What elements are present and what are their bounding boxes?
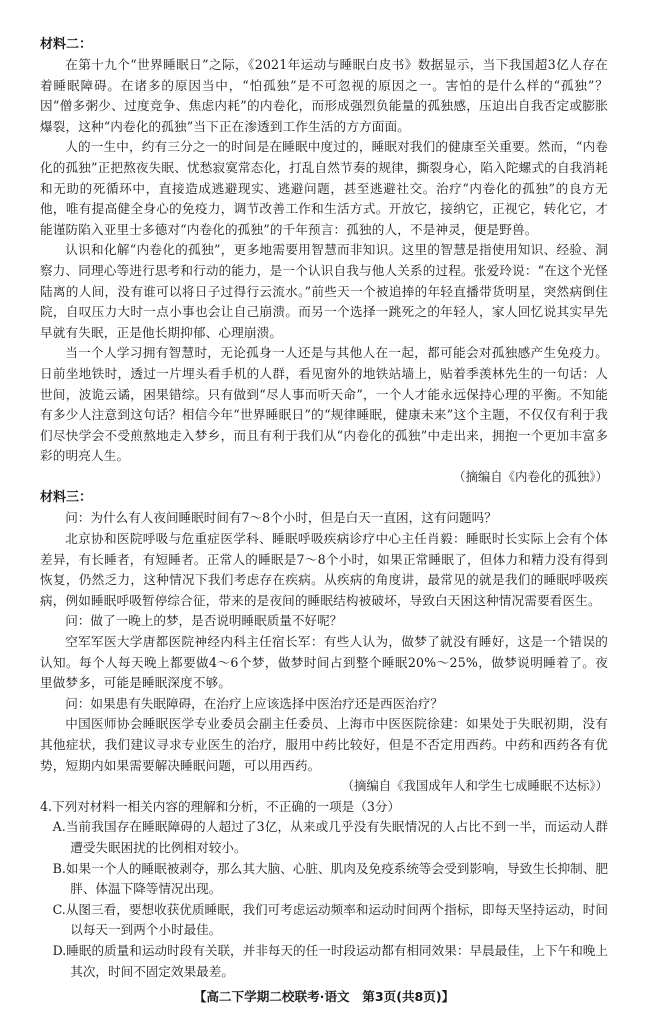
material-three-question-1: 问：为什么有人夜间睡眠时间有7～8个小时，但是白天一直困，这有问题吗？ — [65, 510, 497, 526]
material-two-paragraph-3: 认识和化解“内卷化的孤独”，更多地需要用智慧而非知识。这里的智慧是指使用知识、经验、洞察力、同理心等进行思考和行动的能力，是一个认识自我与他人关系的过程。张爱玲说：“在这个光怪陆离的人间，没有谁可以将日子过得行云流水。”前些天一个被追捧的年轻直播带货明星，突然病倒住院，自叹压力大时一点小事也会让自己崩溃。而另一个选择一跳死之的年轻人，家人回忆说其实早先早就有失眠，正是他长期抑郁、心理崩溃。 — [40, 242, 608, 340]
material-three-answer-3: 中国医师协会睡眠医学专业委员会副主任委员、上海市中医医院徐建：如果处于失眠初期，没有其他症状，我们建议寻求专业医生的治疗，服用中药比较好，但是不否定用西药。中药和西药各有优势，短期内如果需要解决睡眠问题，可以用西药。 — [40, 716, 608, 773]
material-three-answer-2: 空军军医大学唐都医院神经内科主任宿长军：有些人认为，做梦了就没有睡好，这是一个错误的认知。每个人每天晚上都要做4～6个梦，做梦时间占到整个睡眠20%～25%，做梦说明睡着了。夜里做梦多，可能是睡眠深度不够。 — [40, 634, 608, 691]
material-two — [40, 34, 608, 487]
material-two-paragraph-1: 在第十九个“世界睡眠日”之际，《2021年运动与睡眠白皮书》数据显示，当下我国超3亿人存在着睡眠障碍。在诸多的原因当中，“怕孤独”是不可忽视的原因之一。害怕的是什么样的“孤独”？因“僧多粥少、过度竞争、焦虑内耗”的内卷化，而形成强烈负能量的孤独感，压迫出自我否定或膨胀爆裂，这种“内卷化的孤独”当下正在渗透到工作生活的方方面面。 — [40, 57, 608, 134]
material-two-source: （摘编自《内卷化的孤独》） — [453, 468, 608, 484]
question-4 — [40, 797, 608, 982]
page-footer: 【高二下学期二校联考·语文 第3页(共8页)】 — [193, 989, 455, 1004]
question-4-option-d: D.睡眠的质量和运动时段有关联，并非每天的任一时段运动都有相同效果：早晨最佳，上下午和晚上其次，时间不固定效果最差。 — [52, 942, 608, 979]
material-three-question-2: 问：做了一晚上的梦，是否说明睡眠质量不好呢？ — [65, 613, 343, 629]
material-three-heading: 材料三： — [40, 490, 93, 506]
material-two-heading: 材料二： — [40, 37, 93, 52]
material-three-answer-1: 北京协和医院呼吸与危重症医学科、睡眠呼吸疾病诊疗中心主任肖毅：睡眠时长实际上会有个体差异，有长睡者，有短睡者。正常人的睡眠是7～8个小时，如果正常睡眠了，但体力和精力没有得到恢复，仍然乏力，这种情况下我们考虑存在疾病。从疾病的角度讲，最常见的就是我们的睡眠呼吸疾病，例如睡眠呼吸暂停综合征，带来的是夜间的睡眠结构被破坏，导致白天困这种情况需要看医生。 — [40, 531, 608, 608]
question-4-option-b: B.如果一个人的睡眠被剥夺，那么其大脑、心脏、肌肉及免疫系统等会受到影响，导致生长抑制、肥胖、体温下降等情况出现。 — [52, 860, 608, 897]
material-three — [40, 487, 608, 796]
material-three-source: （摘编自《我国成年人和学生七成睡眠不达标》） — [341, 778, 608, 794]
material-three-question-3: 问：如果患有失眠障碍，在治疗上应该选择中医治疗还是西医治疗？ — [65, 695, 443, 711]
material-two-paragraph-2: 人的一生中，约有三分之一的时间是在睡眠中度过的，睡眠对我们的健康至关重要。然而，“内卷化的孤独”正把熬夜失眠、忧愁寂寞常态化，打乱自然节奏的规律，撕裂身心，陷入陀螺式的自我消耗和无助的死循环中，直接造成逃避现实、逃避问题，甚至逃避社交。治疗“内卷化的孤独”的良方无他，唯有提高健全身心的免疫力，调节改善工作和生活方式。开放它，接纳它，正视它，转化它，才能谨防陷入亚里士多德对“内卷化的孤独”的千年预言：孤独的人，不是神灵，便是野兽。 — [40, 139, 608, 237]
question-4-option-c: C.从图三看，要想收获优质睡眠，我们可考虑运动频率和运动时间两个指标，即每天坚持运动，时间以每天一到两个小时最佳。 — [52, 901, 608, 938]
question-4-stem: 4.下列对材料一相关内容的理解和分析，不正确的一项是（3分） — [40, 798, 401, 814]
material-two-paragraph-4: 当一个人学习拥有智慧时，无论孤身一人还是与其他人在一起，都可能会对孤独感产生免疫力。日前坐地铁时，透过一片埋头看手机的人群，看见窗外的地铁站墙上，贴着季羡林先生的一句话：人世间，波诡云谲，困果错综。只有做到“尽人事而听天命”，一个人才能永远保持心理的平衡。不知能有多少人注意到这句话？相信今年“世界睡眠日”的“规律睡眠，健康未来”这个主题，不仅仅有利于我们尽快学会不受煎熬地走入梦乡，而且有利于我们从“内卷化的孤独”中走出来，拥抱一个更加丰富多彩的明亮人生。 — [40, 345, 608, 464]
question-4-option-a: A.当前我国存在睡眠障碍的人超过了3亿，从来或几乎没有失眠情况的人占比不到一半，而运动人群遭受失眠困扰的比例相对较小。 — [52, 819, 608, 855]
